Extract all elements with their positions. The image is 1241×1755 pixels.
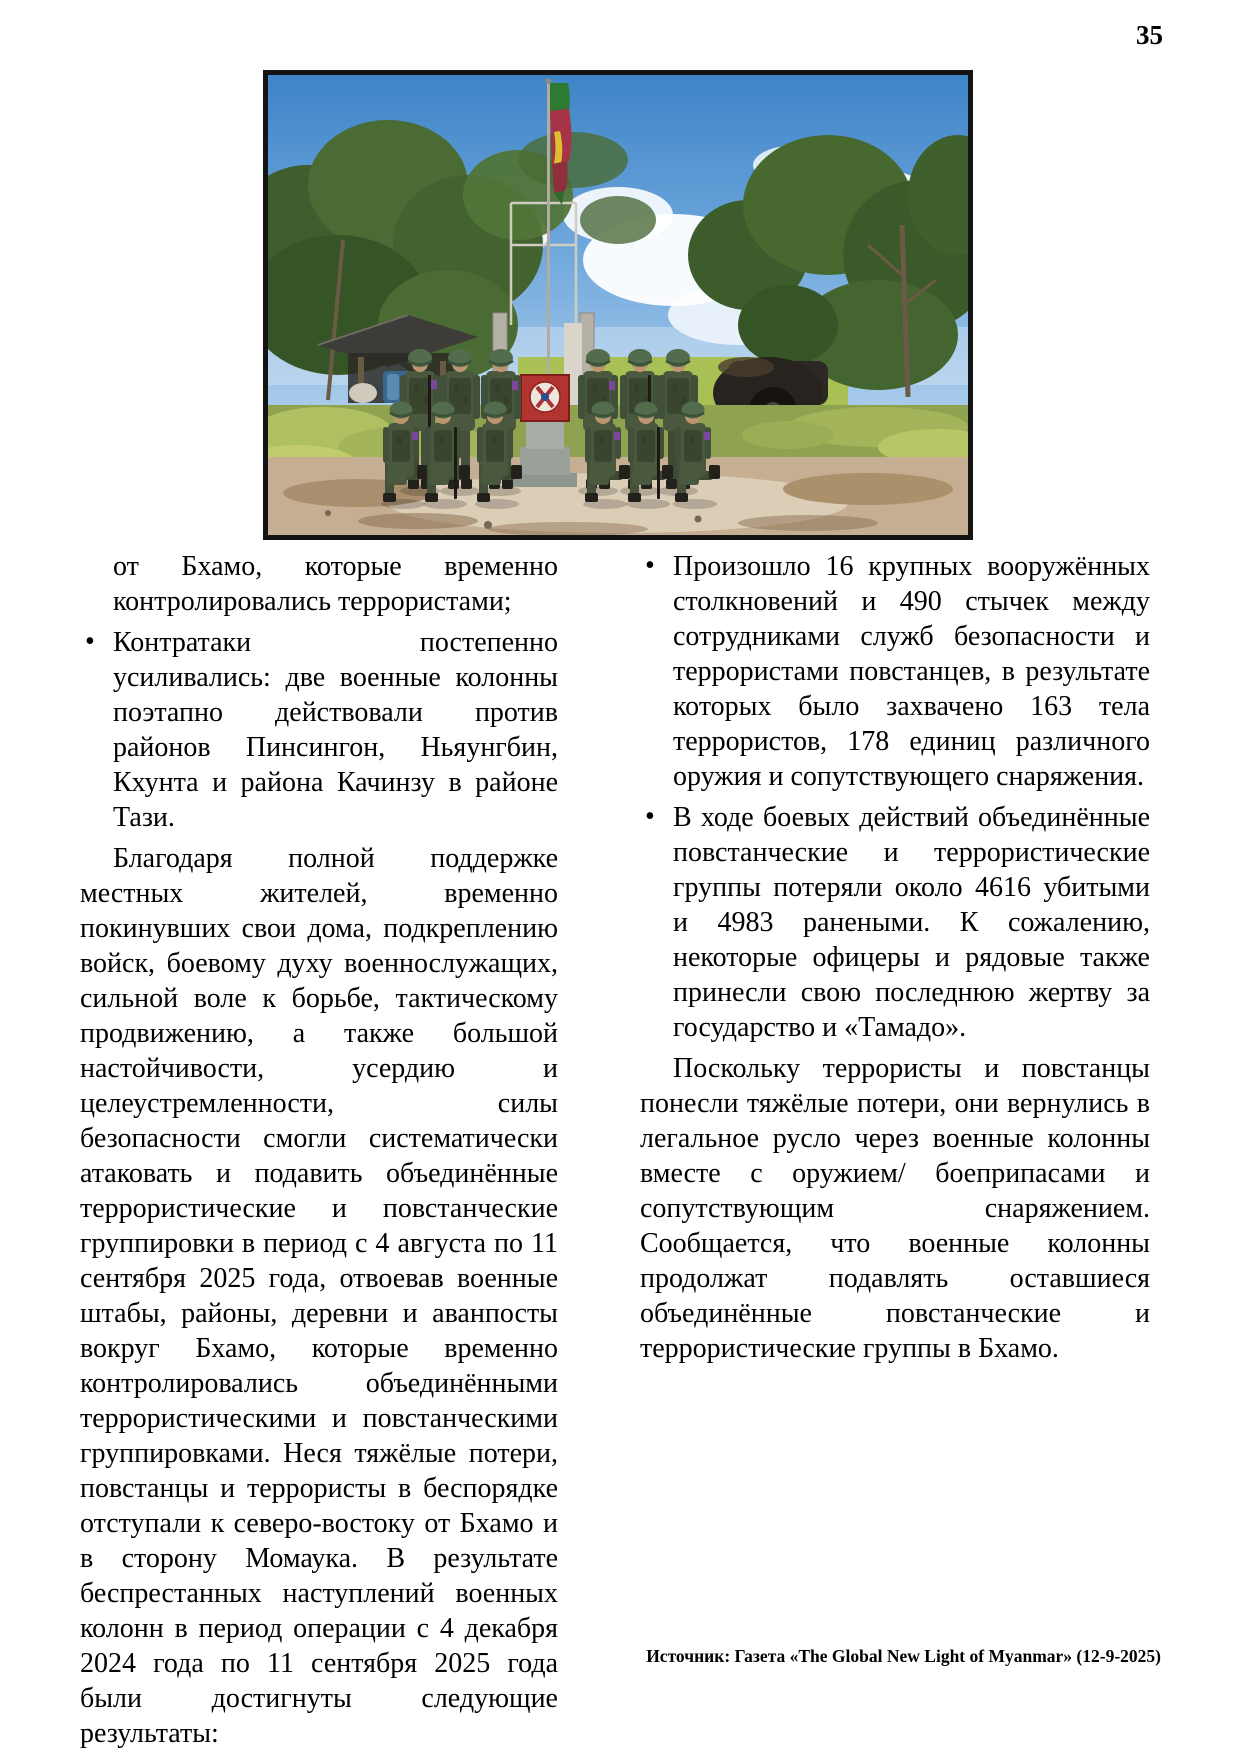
bullet-marker: • [85, 626, 95, 657]
paragraph-continuation: от Бхамо, которые временно контролировались террористами; [113, 551, 558, 617]
bullet-item [640, 549, 1150, 794]
right-column [640, 549, 1150, 1372]
bullet-item [80, 625, 558, 835]
source-citation: Источник: Газета «The Global New Light of Myanmar» (12-9-2025) [646, 1646, 1161, 1666]
paragraph: Благодаря полной поддержке местных жителей, временно покинувших свои дома, подкреплению войск, боевому духу военнослужащих, сильной воле к борьбе, тактическому продвижению, а также большой настойчивости, усердию и целеустремленности, силы безопасности смогли систематически атаковать и подавить объединённые террористические и повстанческие группировки в период с 4 августа по 11 сентября 2025 года, отвоевав военные штабы, районы, деревни и аванпосты вокруг Бхамо, которые временно контролировались объединёнными террористическими и повстанческими группировками. Неся тяжёлые потери, повстанцы и террористы в беспорядке отступали к северо-востоку от Бхамо и в сторону Момаука. В результате беспрестанных наступлений военных колонн в период операции с 4 декабря 2024 года по 11 сентября 2025 года были достигнуты следующие результаты: [80, 843, 558, 1749]
ground [268, 457, 968, 535]
text-columns [80, 549, 1150, 1749]
bullet-marker: • [645, 801, 655, 832]
paragraph: Поскольку террористы и повстанцы понесли тяжёлые потери, они вернулись в легальное русло через военные колонны вместе с оружием/ боеприпасами и сопутствующим снаряжением. Сообщается, что военные колонны продолжат подавлять оставшиеся объединённые повстанческие и террористические группы в Бхамо. [640, 1053, 1150, 1364]
bullet-text: В ходе боевых действий объединённые повстанческие и террористические группы потеряли около 4616 убитыми и 4983 ранеными. К сожалению, некоторые офицеры и рядовые также принесли свою последнюю жертву за государство и «Тамадо». [673, 802, 1150, 1043]
soldiers-photo [263, 70, 973, 540]
bullet-text: Контратаки постепенно усиливались: две военные колонны поэтапно действовали против районов Пинсингон, Ньяунгбин, Кхунта и района Качинзу в районе Тази. [113, 627, 558, 833]
bullet-text: Произошло 16 крупных вооружённых столкновений и 490 стычек между сотрудниками служб безопасности и террористами повстанцев, в результате которых было захвачено 163 тела террористов, 178 единиц различного оружия и сопутствующего снаряжения. [673, 551, 1150, 792]
bullet-marker: • [645, 550, 655, 581]
soldiers-photo-illustration [268, 75, 968, 535]
bullet-item [640, 800, 1150, 1045]
page-number: 35 [1136, 20, 1163, 50]
left-column [80, 549, 558, 1755]
